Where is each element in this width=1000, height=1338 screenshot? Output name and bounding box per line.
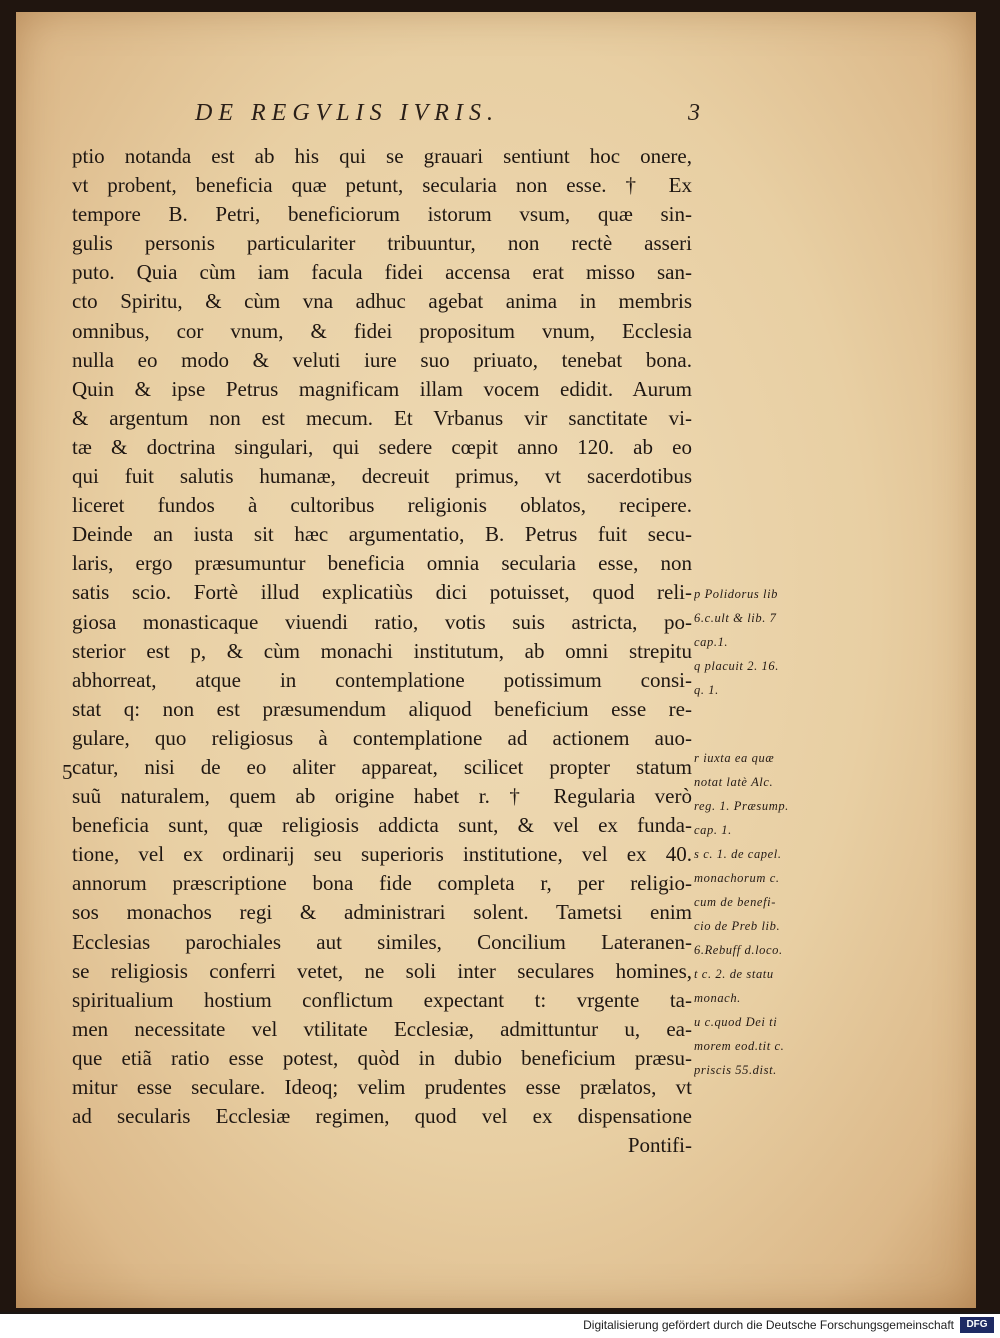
text-line: cto Spiritu, & cùm vna adhuc agebat anima in membris	[72, 289, 692, 314]
text-line: laris, ergo præsumuntur beneficia omnia secularia esse, non	[72, 551, 692, 576]
marginal-note: cap.1.	[694, 635, 729, 649]
marginal-note: q placuit 2. 16.	[694, 659, 779, 673]
page-header	[195, 100, 700, 134]
catchword: Pontifi-	[627, 1133, 692, 1158]
marginal-note: t c. 2. de statu	[694, 967, 774, 981]
marginal-note: reg. 1. Præsump.	[694, 799, 789, 813]
text-line: gulare, quo religiosus à contemplatione ad actionem auo-	[72, 725, 692, 750]
text-line: & argentum non est mecum. Et Vrbanus vir sanctitate vi-	[72, 405, 692, 430]
note-spacer	[694, 702, 844, 746]
marginal-note: cio de Preb lib.	[694, 919, 781, 933]
marginal-note: morem eod.tit c.	[694, 1039, 785, 1053]
text-line: Quin & ipse Petrus magnificam illam vocem edidit. Aurum	[72, 376, 692, 401]
marginal-note: u c.quod Dei ti	[694, 1015, 778, 1029]
marginal-note: notat latè Alc.	[694, 775, 774, 789]
text-line: liceret fundos à cultoribus religionis oblatos, recipere.	[72, 493, 692, 518]
marginal-note: monach.	[694, 991, 741, 1005]
digitization-footer	[0, 1314, 1000, 1338]
text-line: stat q: non est præsumendum aliquod beneficium esse re-	[72, 696, 692, 721]
text-line: ad secularis Ecclesiæ regimen, quod vel ex dispensatione	[72, 1104, 692, 1129]
marginal-notes	[694, 582, 844, 1082]
marginal-note: 6.Rebuff d.loco.	[694, 943, 783, 957]
text-line: nulla eo modo & veluti iure suo priuato, tenebat bona.	[72, 347, 692, 372]
text-line: catur, nisi de eo aliter appareat, scilicet propter statum	[72, 754, 692, 779]
text-line: mitur esse seculare. Ideoq; velim prudentes esse prælatos, vt	[72, 1075, 692, 1099]
margin-section-number: 5	[62, 760, 73, 784]
text-line: Ecclesias parochiales aut similes, Concilium Lateranen-	[72, 929, 692, 954]
marginal-note: 6.c.ult & lib. 7	[694, 611, 777, 625]
marginal-note: cum de benefi-	[694, 895, 776, 909]
main-text-block	[72, 142, 692, 1160]
marginal-note: cap. 1.	[694, 823, 732, 837]
text-line: se religiosis conferri vetet, ne soli inter seculares homines,	[72, 958, 692, 983]
text-line: annorum præscriptione bona fide completa r, per religio-	[72, 871, 692, 896]
funding-credit: Digitalisierung gefördert durch die Deutsche Forschungsgemeinschaft	[583, 1318, 954, 1332]
text-line: gulis personis particulariter tribuuntur, non rectè asseri	[72, 231, 692, 256]
marginal-note: s c. 1. de capel.	[694, 847, 782, 861]
text-line: Deinde an iusta sit hæc argumentatio, B. Petrus fuit secu-	[72, 522, 692, 547]
text-line: qui fuit salutis humanæ, decreuit primus, vt sacerdotibus	[72, 464, 692, 489]
text-line: beneficia sunt, quæ religiosis addicta sunt, & vel ex funda-	[72, 813, 692, 838]
marginal-note: p Polidorus lib	[694, 587, 779, 601]
text-line: omnibus, cor vnum, & fidei propositum vnum, Ecclesia	[72, 318, 692, 343]
running-title: DE REGVLIS IVRIS.	[195, 100, 499, 126]
text-line: suũ naturalem, quem ab origine habet r. † Regularia verò	[72, 784, 692, 809]
text-line: spiritualium hostium conflictum expectant t: vrgente ta-	[72, 987, 692, 1012]
text-line: ptio notanda est ab his qui se grauari sentiunt hoc onere,	[72, 144, 692, 168]
text-line: men necessitate vel vtilitate Ecclesiæ, admittuntur u, ea-	[72, 1016, 692, 1041]
text-line: giosa monasticaque viuendi ratio, votis suis astricta, po-	[72, 609, 692, 634]
text-line: sos monachos regi & administrari solent. Tametsi enim	[72, 900, 692, 925]
marginal-note: r iuxta ea quæ	[694, 751, 775, 765]
text-line: tione, vel ex ordinarij seu superioris institutione, vel ex 40.	[72, 842, 692, 867]
text-line: tempore B. Petri, beneficiorum istorum vsum, quæ sin-	[72, 202, 692, 227]
text-line: vt probent, beneficia quæ petunt, secularia non esse. † Ex	[72, 173, 692, 198]
marginal-note: priscis 55.dist.	[694, 1063, 777, 1077]
text-line: que etiã ratio esse potest, quòd in dubio beneficium præsu-	[72, 1045, 692, 1070]
marginal-note: monachorum c.	[694, 871, 780, 885]
text-line: puto. Quia cùm iam facula fidei accensa erat misso san-	[72, 260, 692, 285]
text-line: abhorreat, atque in contemplatione potissimum consi-	[72, 667, 692, 692]
text-line: sterior est p, & cùm monachi institutum, ab omni strepitu	[72, 638, 692, 663]
text-line: tæ & doctrina singulari, qui sedere cœpit anno 120. ab eo	[72, 434, 692, 459]
text-line: satis scio. Fortè illud explicatiùs dici potuisset, quod reli-	[72, 580, 692, 605]
marginal-note: q. 1.	[694, 683, 719, 697]
page-number: 3	[688, 100, 700, 126]
dfg-logo-icon: DFG	[960, 1317, 994, 1333]
